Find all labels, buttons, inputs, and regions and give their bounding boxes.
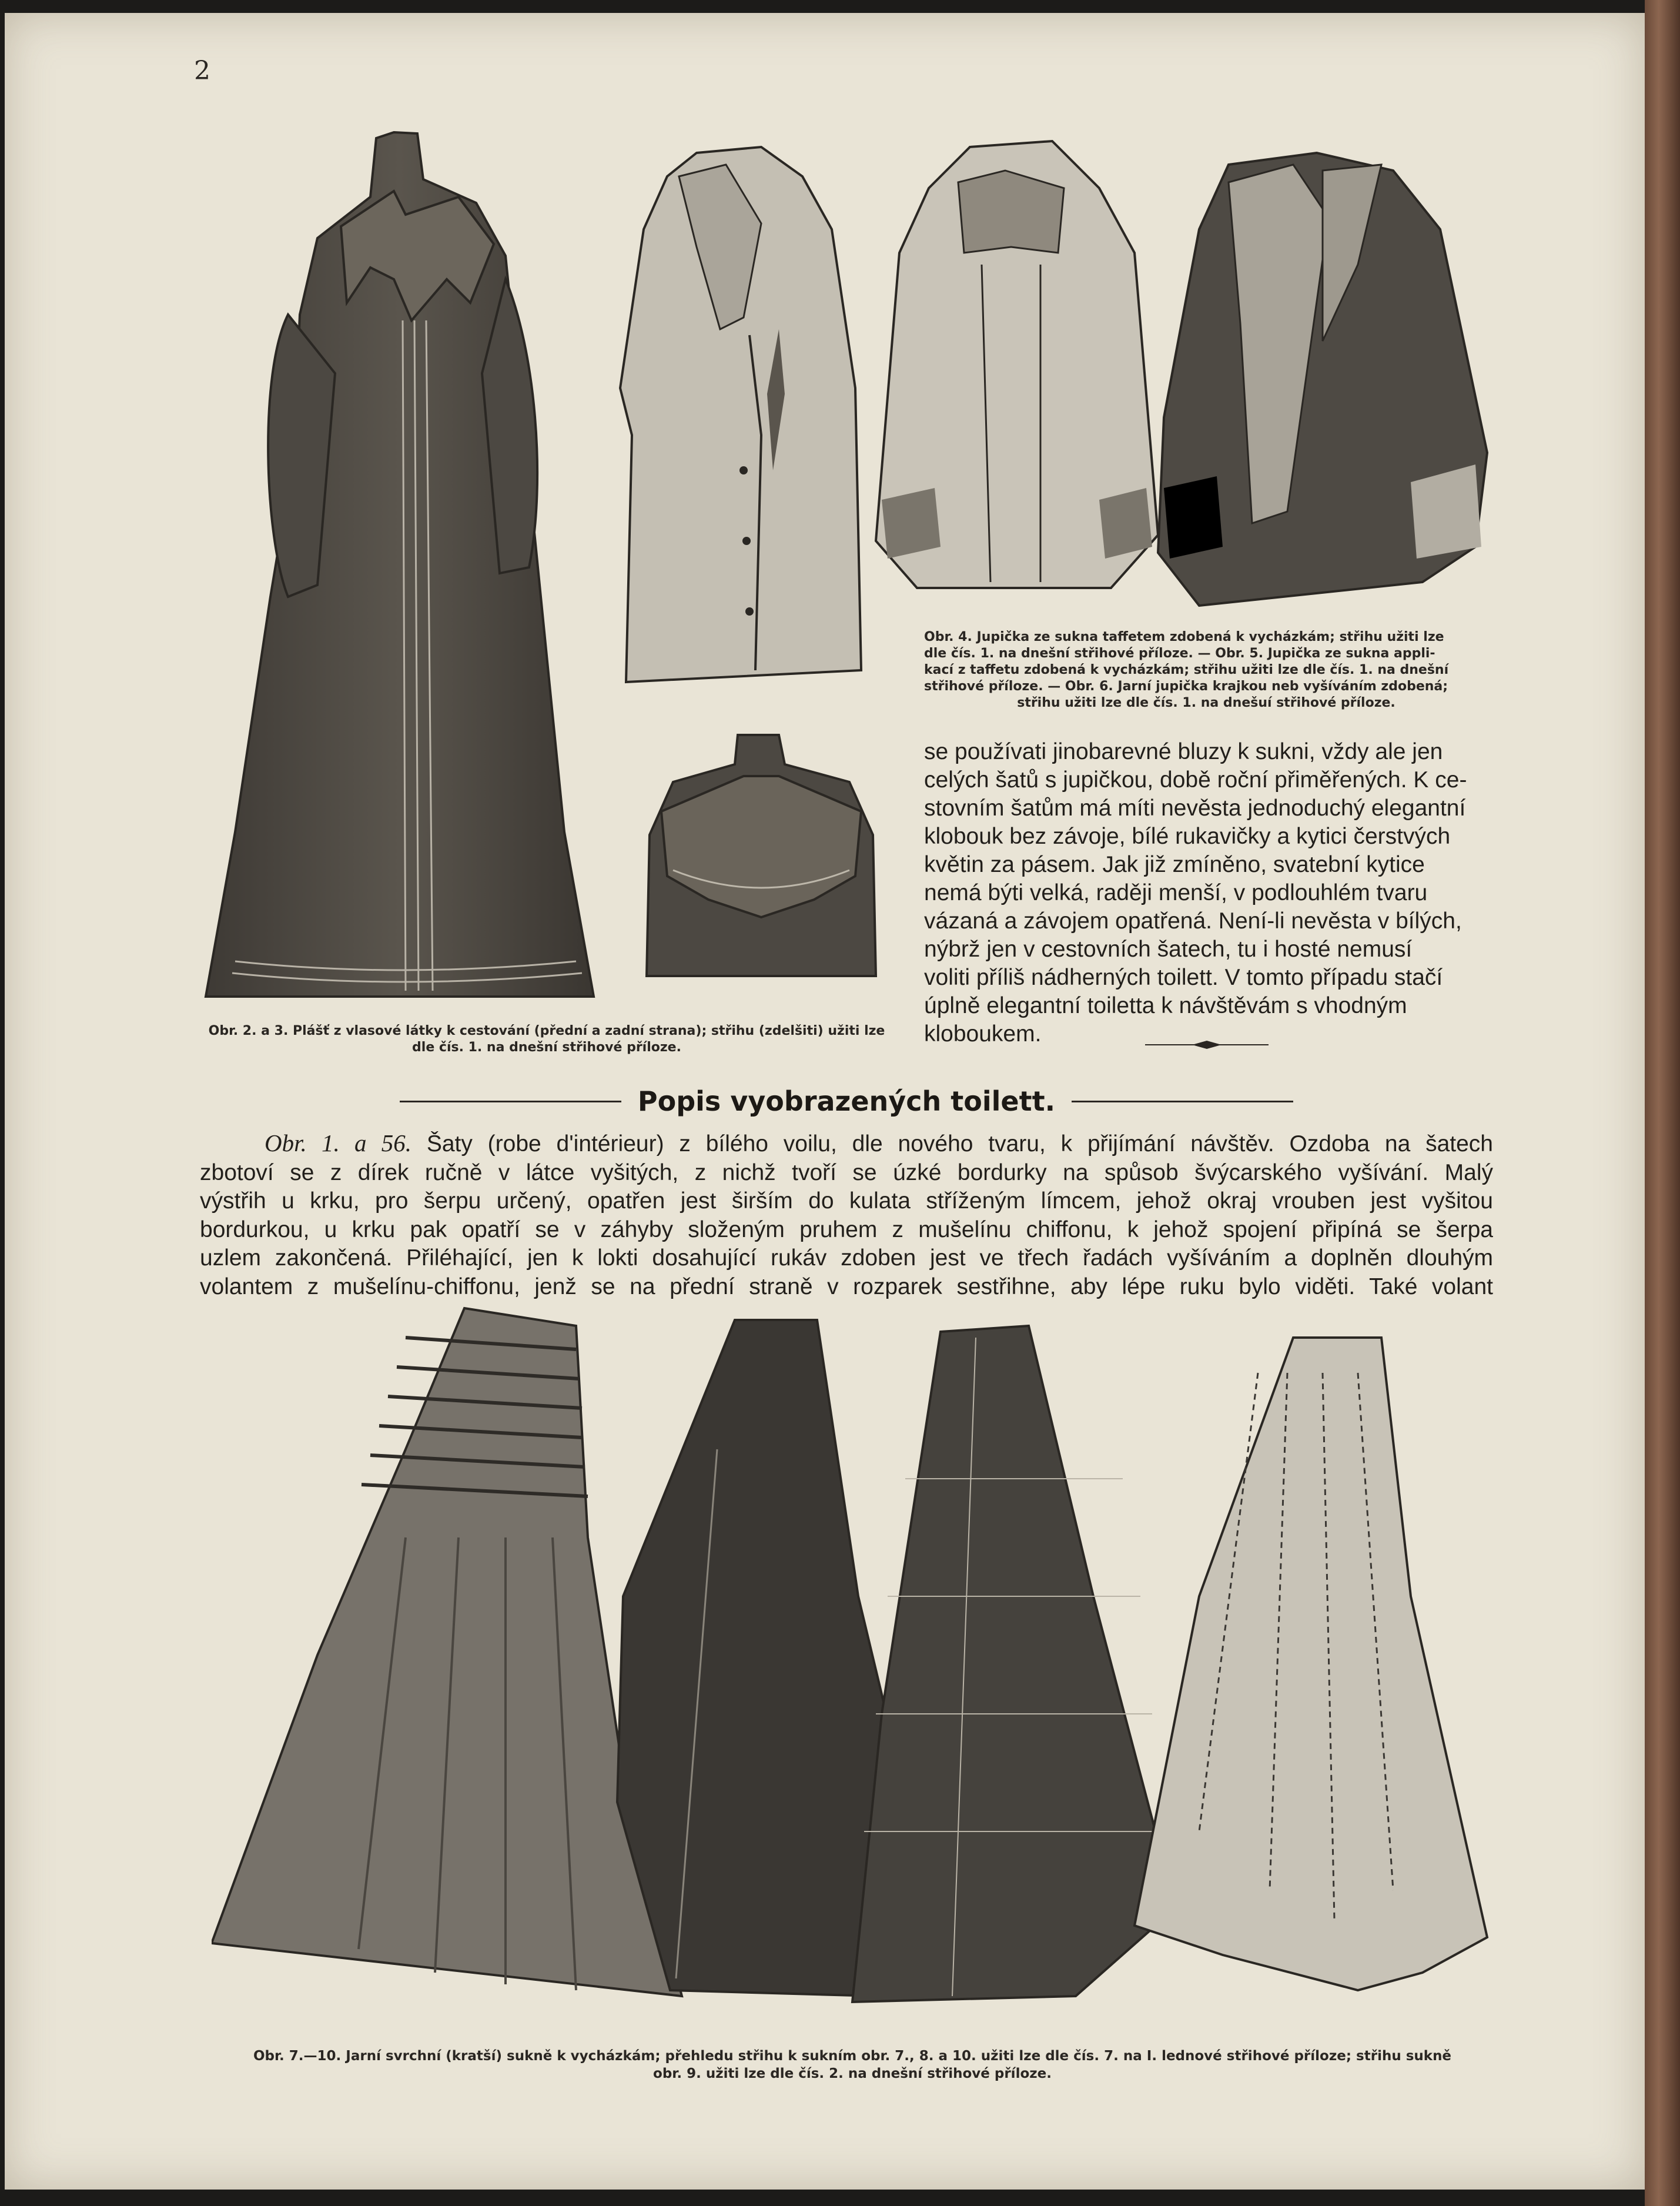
body-line: výstřih u krku, pro šerpu určený, opatřen jest širším do kulata stříženým límcem, jehož okraj vrouben jest vyšitou: [200, 1188, 1493, 1214]
column-text: [924, 738, 1488, 1048]
body-line: zbotoví se z dírek ručně v látce vyšitých, z nichž tvoří se úzké bordurky na spůsob švýcarského vyšívání. Malý: [200, 1159, 1493, 1185]
jacket-4-illustration: [608, 141, 867, 694]
column-line: voliti příliš nádherných toilett. V tomto případu stačí: [924, 965, 1443, 990]
jackets-caption-line: kací z taffetu zdobená k vycházkám; střihu užiti lze dle čís. 1. na dnešní: [924, 663, 1449, 677]
jacket-5-illustration: [864, 135, 1164, 600]
column-line: celých šatů s jupičkou, době roční přiměřených. K ce-: [924, 767, 1467, 793]
book-spine: [1645, 0, 1680, 2206]
column-line: stovním šatům má míti nevěsta jednoduchý elegantní: [924, 796, 1466, 821]
figure-reference: Obr. 1. a 56.: [265, 1129, 411, 1157]
jackets-caption: [924, 629, 1488, 711]
jacket-6-drawing: [1146, 147, 1493, 611]
skirts-caption-line: Obr. 7.—10. Jarní svrchní (kratší) sukně k vycházkám; přehledu střihu k sukním obr. 7., 8. a 10. užiti lze dle čís. 7. na I. lednové střihové příloze; střihu sukně: [253, 2048, 1452, 2064]
jackets-caption-line: dle čís. 1. na dnešní střihové příloze. — Obr. 5. Jupička ze sukna appli-: [924, 646, 1435, 661]
body-line: volantem z mušelínu-chiffonu, jenž se na přední straně v rozparek sestřihne, aby lépe ruku bylo viděti. Také volant: [200, 1274, 1493, 1299]
skirts-caption: [200, 2047, 1505, 2083]
section-body: [200, 1129, 1493, 1301]
coat-back-drawing: [638, 729, 885, 988]
skirts-drawing: [212, 1302, 1493, 2008]
column-line: úplně elegantní toiletta k návštěvám s vhodným: [924, 993, 1407, 1018]
column-line: vázaná a závojem opatřená. Není-li nevěsta v bílých,: [924, 908, 1462, 934]
jacket-5-drawing: [864, 135, 1164, 600]
coat-caption: Obr. 2. a 3. Plášť z vlasové látky k cestování (přední a zadní strana); střihu (zdelšiti) užiti lze dle čís. 1. na dnešní střihové příloze.: [208, 1024, 885, 1055]
section-title: Popis vyobrazených toilett.: [637, 1085, 1056, 1117]
body-line: [200, 1129, 1493, 1159]
jackets-caption-line: Obr. 4. Jupička ze sukna taffetem zdobená k vycházkám; střihu užiti lze: [924, 630, 1444, 644]
jackets-caption-line: střihu užiti lze dle čís. 1. na dnešuí střihové příloze.: [1017, 696, 1395, 710]
column-line: se používati jinobarevné bluzy k sukni, vždy ale jen: [924, 739, 1443, 764]
section-heading: [400, 1081, 1293, 1122]
column-line: květin za pásem. Jak již zmíněno, svatební kytice: [924, 852, 1425, 877]
body-line: bordurkou, u krku pak opatří se v záhyby složeným pruhem z mušelínu chiffonu, k jehož spojení připíná se šerpa: [200, 1216, 1493, 1242]
column-line: klobouk bez závoje, bílé rukavičky a kytici čerstvých: [924, 824, 1451, 849]
heading-rule-left: [400, 1101, 621, 1102]
body-line: uzlem zakončená. Přiléhající, jen k lokti dosahující rukáv zdoben jest ve třech řadách vyšíváním a doplněn dlouhým: [200, 1245, 1493, 1271]
skirts-caption-line: obr. 9. užiti lze dle čís. 2. na dnešní střihové příloze.: [653, 2066, 1052, 2081]
column-line: nemá býti velká, raději menší, v podlouhlém tvaru: [924, 880, 1428, 905]
page-number: 2: [194, 56, 210, 86]
column-line: nýbrž jen v cestovních šatech, tu i hosté nemusí: [924, 937, 1413, 962]
heading-rule-right: [1072, 1101, 1293, 1102]
ornament-divider: [1145, 1040, 1269, 1050]
jackets-caption-line: střihové příloze. — Obr. 6. Jarní jupička krajkou neb vyšíváním zdobená;: [924, 679, 1448, 694]
jacket-4-drawing: [608, 141, 867, 694]
coat-front-drawing: [200, 126, 600, 1002]
skirts-illustration: [212, 1302, 1493, 2008]
jacket-6-illustration: [1146, 147, 1493, 611]
coat-front-illustration: [200, 126, 600, 1002]
body-line-text: Šaty (robe d'intérieur) z bílého voilu, dle nového tvaru, k přijímání návštěv. Ozdoba na šatech: [426, 1131, 1493, 1157]
coat-back-illustration: [638, 729, 885, 988]
column-line: kloboukem.: [924, 1021, 1042, 1047]
